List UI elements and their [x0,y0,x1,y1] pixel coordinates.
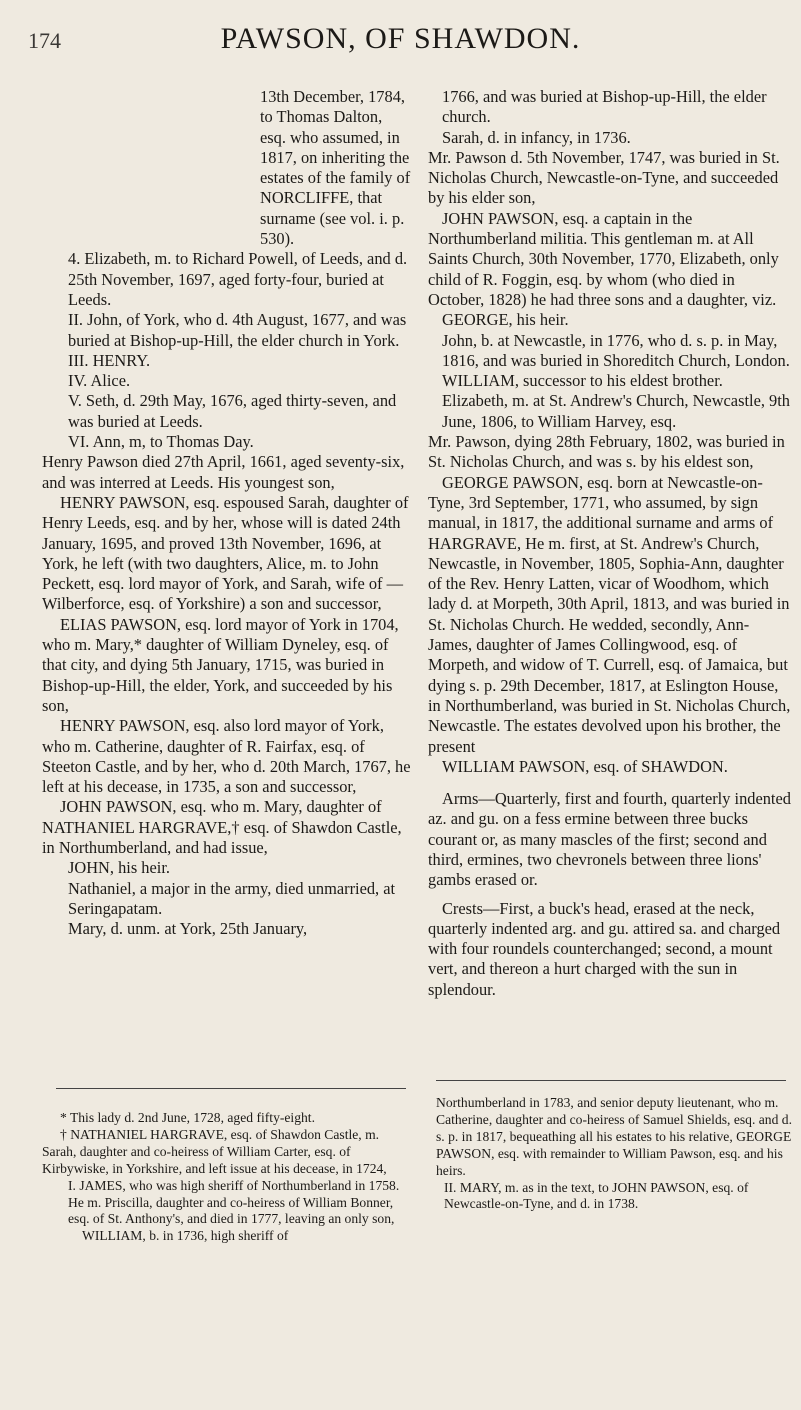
paragraph: Mr. Pawson d. 5th November, 1747, was buried in St. Nicholas Church, Newcastle-on-Tyne, and succeeded by his elder son, [428,147,780,208]
paragraph: JOHN PAWSON, esq. who m. Mary, daughter of NATHANIEL HARGRAVE,† esq. of Shawdon Castle, in Northumberland, and had issue, [42,797,402,857]
paragraph: JOHN PAWSON, esq. a captain in the Northumberland militia. This gentleman m. at All Saints Church, 30th November, 1770, Elizabeth, only child of R. Foggin, esq. by whom (who died in October, 1828) he had three sons and a daughter, viz. [428,208,779,309]
footnote: * This lady d. 2nd June, 1728, aged fifty-eight. [60,1110,315,1125]
page-number: 174 [28,28,61,53]
paragraph: III. HENRY. [68,350,151,370]
paragraph: 4. Elizabeth, m. to Richard Powell, of Leeds, and d. 25th November, 1697, aged forty-four, buried at Leeds. [68,249,408,309]
paragraph: V. Seth, d. 29th May, 1676, aged thirty-seven, and was buried at Leeds. [68,391,397,431]
arms-paragraph: Arms—Quarterly, first and fourth, quarterly indented az. and gu. on a fess ermine between three bucks courant or, as many mascles of the first; second and third, ermines, two chevronels between three lions' gambs erased or. [428,789,791,890]
paragraph: Nathaniel, a major in the army, died unmarried, at Seringapatam. [68,878,396,918]
footnotes-left [42,1110,412,1245]
paragraph: II. John, of York, who d. 4th August, 1677, and was buried at Bishop-up-Hill, the elder church in York. [68,310,407,350]
paragraph: ELIAS PAWSON, esq. lord mayor of York in 1704, who m. Mary,* daughter of William Dyneley, esq. of that city, and dying 5th January, 1715, was buried in Bishop-up-Hill, the elder, York, and succeeded by his son, [42,614,399,715]
paragraph: GEORGE PAWSON, esq. born at Newcastle-on-Tyne, 3rd September, 1771, who assumed, by sign manual, in 1817, the additional surname and arms of HARGRAVE, He m. first, at St. Andrew's Church, Newcastle, in November, 1805, Sophia-Ann, daughter of the Rev. Henry Latten, vicar of Woodhom, which lady d. at Morpeth, 30th April, 1813, and was buried in St. Nicholas Church. He wedded, secondly, Ann-James, daughter of James Collingwood, esq. of Morpeth, and widow of T. Currell, esq. of Jamaica, but dying s. p. 29th December, 1817, at Eslington House, in Northumberland, was buried in St. Nicholas Church, Newcastle. The estates devolved upon his brother, the present [428,472,791,756]
paragraph: GEORGE, his heir. [442,310,569,330]
footnote: I. JAMES, who was high sheriff of Northumberland in 1758. He m. Priscilla, daughter and co-heiress of William Bonner, esq. of St. Anthony's, and died in 1777, leaving an only son, [68,1177,400,1227]
paragraph: WILLIAM PAWSON, esq. of SHAWDON. [442,756,728,776]
paragraph: Mr. Pawson, dying 28th February, 1802, was buried in St. Nicholas Church, and was s. by his eldest son, [428,432,785,472]
paragraph: JOHN, his heir. [68,858,170,878]
paragraph: HENRY PAWSON, esq. espoused Sarah, daughter of Henry Leeds, esq. and by her, whose will is dated 24th January, 1695, and proved 13th November, 1696, at York, he left (with two daughters, Alice, m. to John Peckett, esq. lord mayor of York, and Sarah, wife of — Wilberforce, esq. of Yorkshire) a son and successor, [42,492,409,614]
footnote-divider [436,1080,786,1081]
footnote: II. MARY, m. as in the text, to JOHN PAWSON, esq. of Newcastle-on-Tyne, and d. in 1738. [444,1179,749,1212]
paragraph: 13th December, 1784, to Thomas Dalton, esq. who assumed, in 1817, on inheriting the estates of the family of NORCLIFFE, that surname (see vol. i. p. 530). [260,87,411,249]
paragraph: Sarah, d. in infancy, in 1736. [442,127,631,147]
footnote: Northumberland in 1783, and senior deputy lieutenant, who m. Catherine, daughter and co-heiress of Samuel Shields, esq. and d. s. p. in 1817, bequeathing all his estates to his relative, GEORGE PAWSON, esq. with remainder to William Pawson, esq. and his heirs. [436,1095,792,1178]
paragraph: IV. Alice. [68,371,131,391]
crests-paragraph: Crests—First, a buck's head, erased at the neck, quarterly indented arg. and gu. attired sa. and charged with four roundels counterchanged; second, a mount vert, and thereon a hurt charged with the sun in splendour. [428,898,781,999]
paragraph: John, b. at Newcastle, in 1776, who d. s. p. in May, 1816, and was buried in Shoreditch Church, London. [442,330,790,370]
paragraph: Elizabeth, m. at St. Andrew's Church, Newcastle, 9th June, 1806, to William Harvey, esq. [442,391,790,431]
paragraph: 1766, and was buried at Bishop-up-Hill, the elder church. [442,87,767,127]
footnote: † NATHANIEL HARGRAVE, esq. of Shawdon Castle, m. Sarah, daughter and co-heiress of William Carter, esq. of Kirbywiske, in Yorkshire, and left issue at his decease, in 1724, [42,1126,387,1176]
footnotes-right [436,1095,794,1213]
page-header [0,22,801,62]
footnote-divider [56,1088,406,1089]
running-head: PAWSON, OF SHAWDON. [220,22,581,55]
left-column [42,87,412,939]
paragraph: HENRY PAWSON, esq. also lord mayor of York, who m. Catherine, daughter of R. Fairfax, esq. of Steeton Castle, and by her, who d. 20th March, 1767, he left at his decease, in 1735, a son and successor, [42,716,411,797]
paragraph: WILLIAM, successor to his eldest brother. [442,371,723,391]
paragraph: Henry Pawson died 27th April, 1661, aged seventy-six, and was interred at Leeds. His youngest son, [42,452,405,492]
paragraph: VI. Ann, m, to Thomas Day. [68,432,254,452]
footnote: WILLIAM, b. in 1736, high sheriff of [82,1228,289,1244]
right-column [428,87,792,1000]
paragraph: Mary, d. unm. at York, 25th January, [68,919,308,939]
